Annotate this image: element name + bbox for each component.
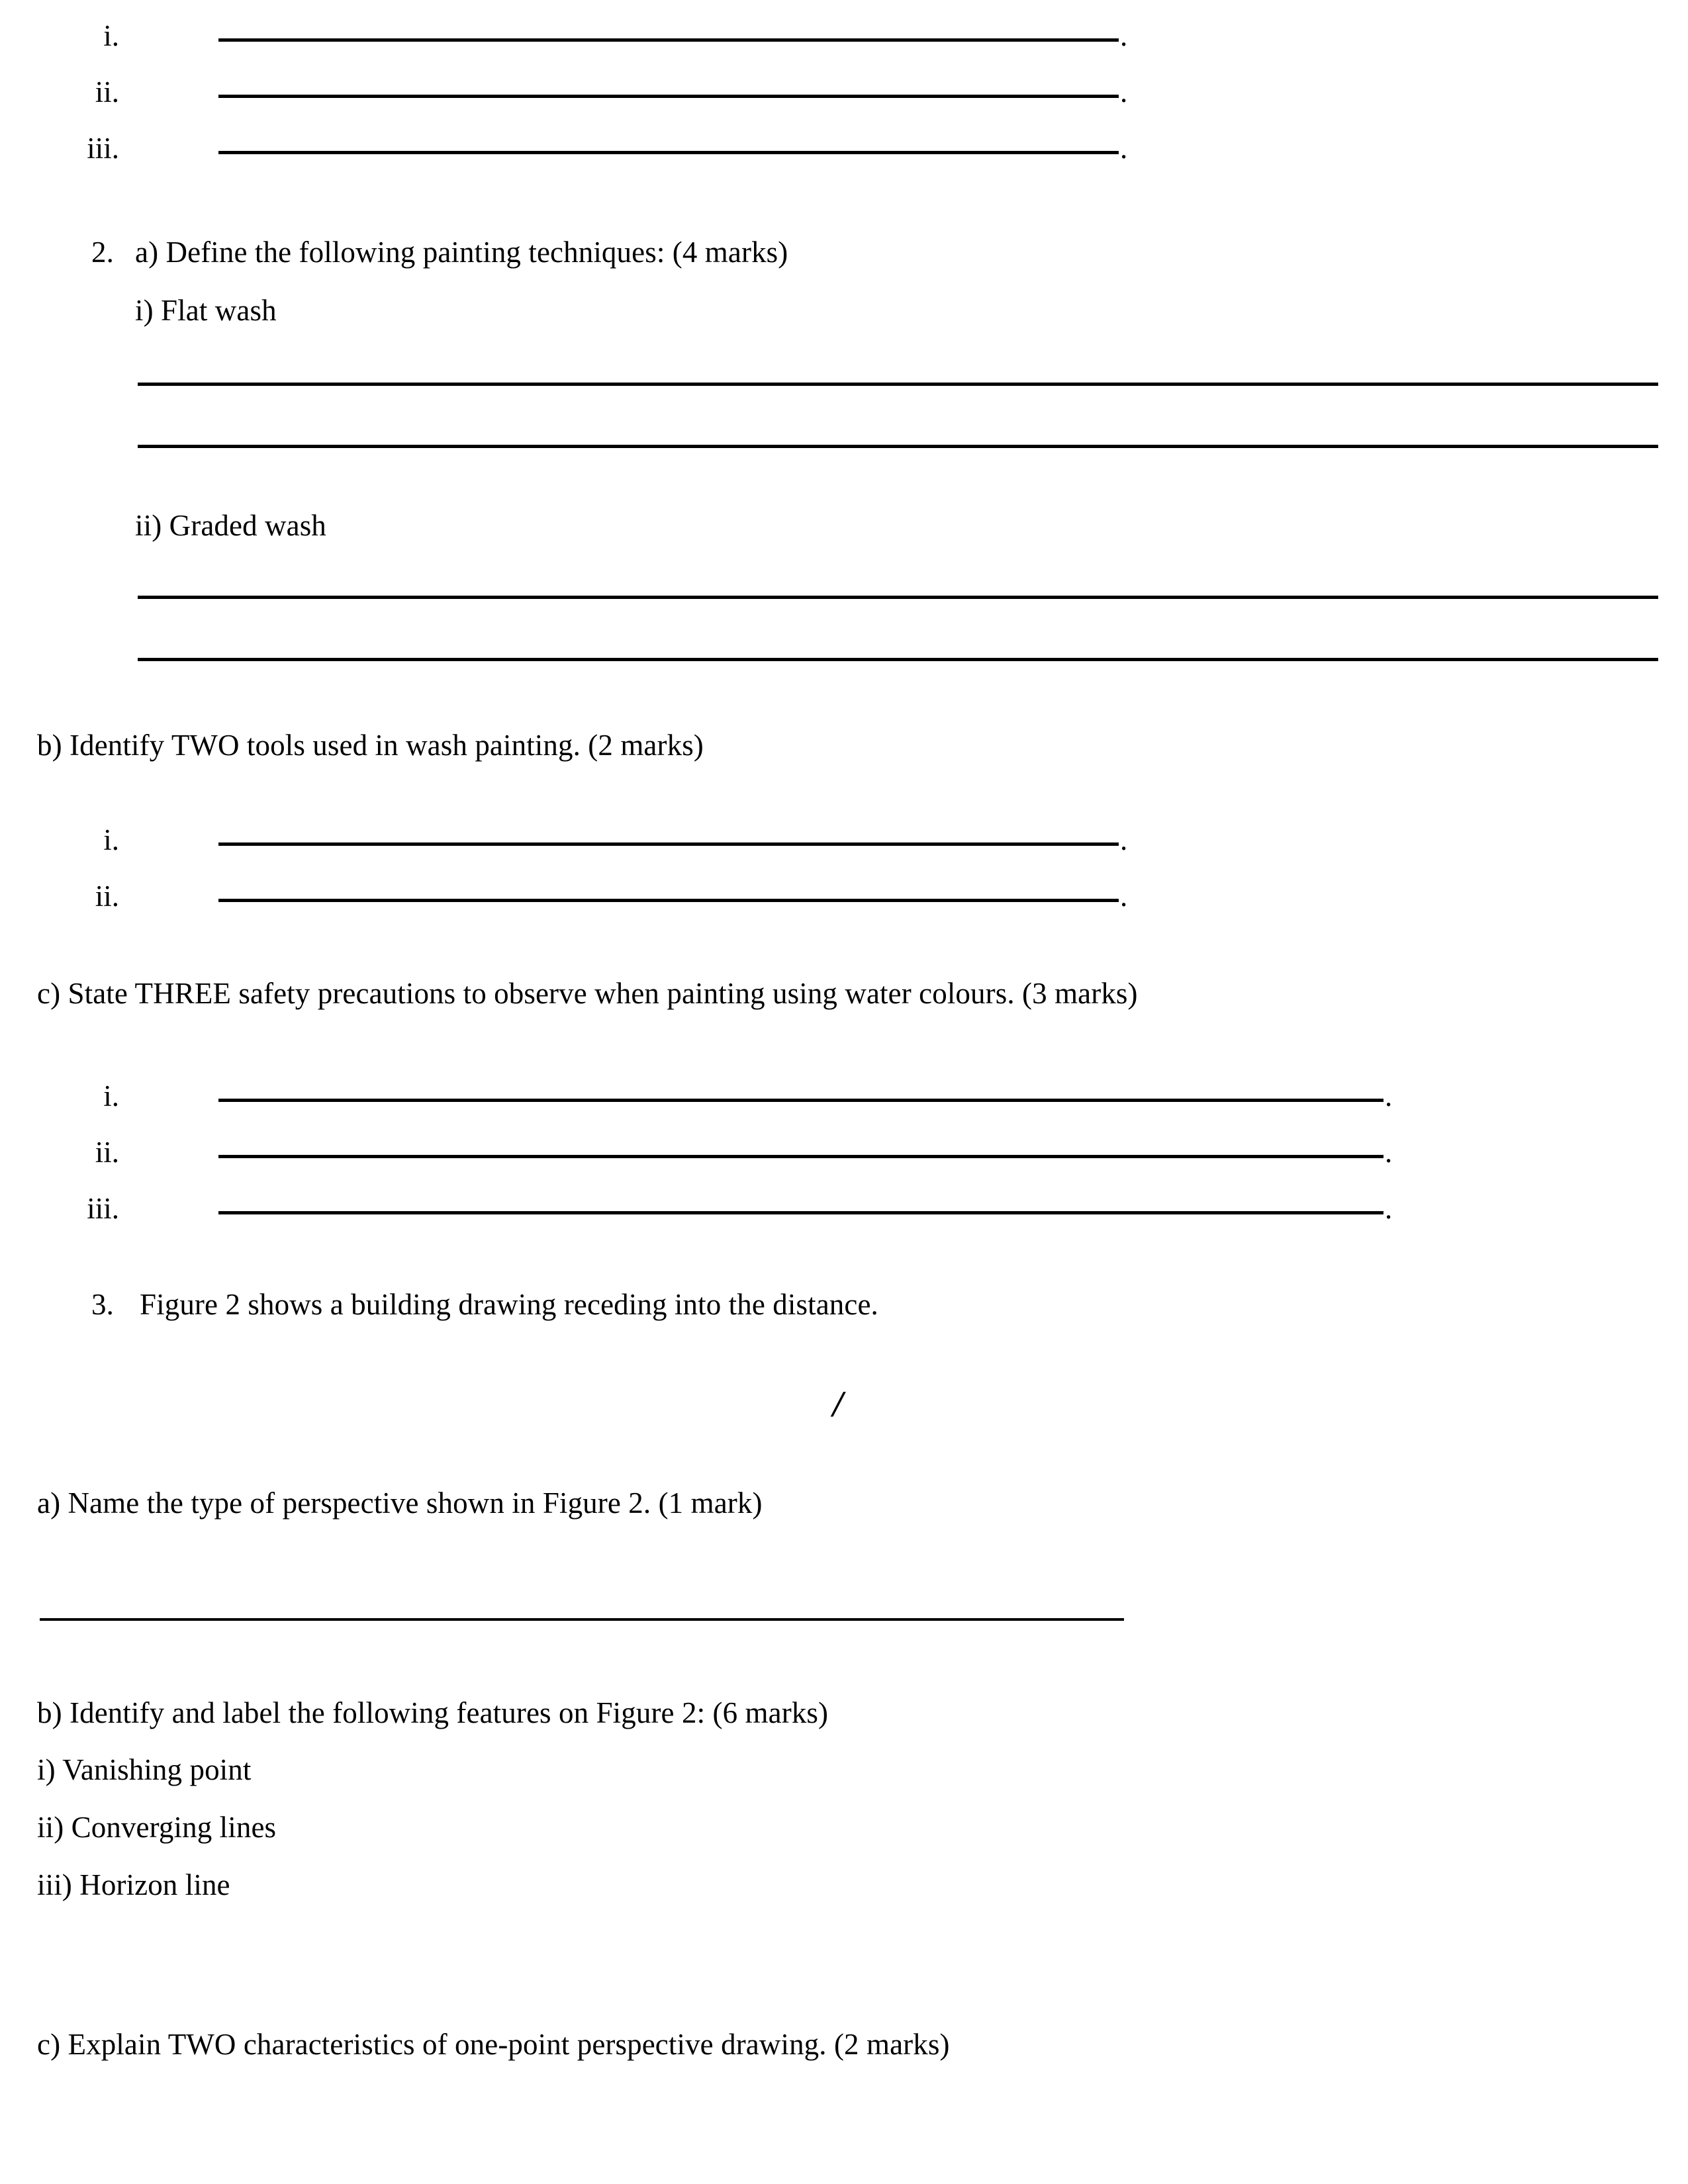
- question-3-part-b: b) Identify and label the following features on Figure 2: (6 marks): [37, 1696, 829, 1729]
- answer-rule[interactable]: [218, 1099, 1383, 1102]
- question-2a-sub-i: i) Flat wash: [135, 294, 277, 327]
- question-2a-sub-ii: ii) Graded wash: [135, 509, 326, 542]
- roman-label: ii.: [95, 880, 119, 913]
- answer-row-2c-i[interactable]: [78, 1079, 1392, 1113]
- answer-row-top-iii[interactable]: [78, 131, 1127, 165]
- period-mark: .: [1385, 1079, 1393, 1113]
- roman-label: i.: [103, 1079, 119, 1113]
- answer-rule[interactable]: [218, 151, 1119, 154]
- answer-rule[interactable]: [218, 1155, 1383, 1158]
- answer-rule-3a[interactable]: [40, 1618, 1124, 1621]
- answer-rule-2a-ii-2[interactable]: [138, 658, 1658, 661]
- answer-row-top-i[interactable]: [78, 19, 1127, 53]
- roman-label: i.: [103, 823, 119, 856]
- question-3b-item-ii: ii) Converging lines: [37, 1811, 277, 1844]
- period-mark: .: [1120, 75, 1128, 109]
- answer-rule[interactable]: [218, 38, 1119, 42]
- question-2-part-b: b) Identify TWO tools used in wash painting. (2 marks): [37, 729, 704, 762]
- answer-rule[interactable]: [218, 842, 1119, 846]
- answer-rule-2a-i-2[interactable]: [138, 445, 1658, 448]
- roman-label: ii.: [95, 75, 119, 109]
- period-mark: .: [1385, 1192, 1393, 1225]
- answer-row-2c-iii[interactable]: [78, 1191, 1392, 1226]
- roman-label: ii.: [95, 1136, 119, 1169]
- answer-rule[interactable]: [218, 95, 1119, 98]
- question-3-part-a: a) Name the type of perspective shown in Figure 2. (1 mark): [37, 1486, 763, 1520]
- question-2-part-a: a) Define the following painting techniques: (4 marks): [135, 236, 788, 269]
- question-3b-item-iii: iii) Horizon line: [37, 1868, 230, 1901]
- period-mark: .: [1120, 880, 1128, 913]
- answer-row-2c-ii[interactable]: [78, 1135, 1392, 1169]
- answer-rule-2a-i-1[interactable]: [138, 383, 1658, 386]
- question-3b-item-i: i) Vanishing point: [37, 1753, 252, 1786]
- answer-row-top-ii[interactable]: [78, 75, 1127, 109]
- question-3-stem: Figure 2 shows a building drawing receding into the distance.: [140, 1288, 878, 1321]
- roman-label: iii.: [87, 132, 119, 165]
- question-2-number: 2.: [91, 236, 114, 269]
- question-3-number: 3.: [91, 1288, 114, 1321]
- roman-label: i.: [103, 19, 119, 52]
- question-3-part-c: c) Explain TWO characteristics of one-point perspective drawing. (2 marks): [37, 2028, 950, 2061]
- period-mark: .: [1120, 19, 1128, 52]
- answer-row-2b-i[interactable]: [78, 823, 1127, 857]
- period-mark: .: [1120, 132, 1128, 165]
- period-mark: .: [1120, 823, 1128, 856]
- figure-2-placeholder-mark: /: [833, 1384, 843, 1425]
- question-2-part-c: c) State THREE safety precautions to observe when painting using water colours. (3 marks): [37, 977, 1138, 1010]
- answer-row-2b-ii[interactable]: [78, 879, 1127, 913]
- roman-label: iii.: [87, 1192, 119, 1225]
- answer-rule[interactable]: [218, 899, 1119, 902]
- answer-rule-2a-ii-1[interactable]: [138, 596, 1658, 599]
- period-mark: .: [1385, 1136, 1393, 1169]
- answer-rule[interactable]: [218, 1211, 1383, 1214]
